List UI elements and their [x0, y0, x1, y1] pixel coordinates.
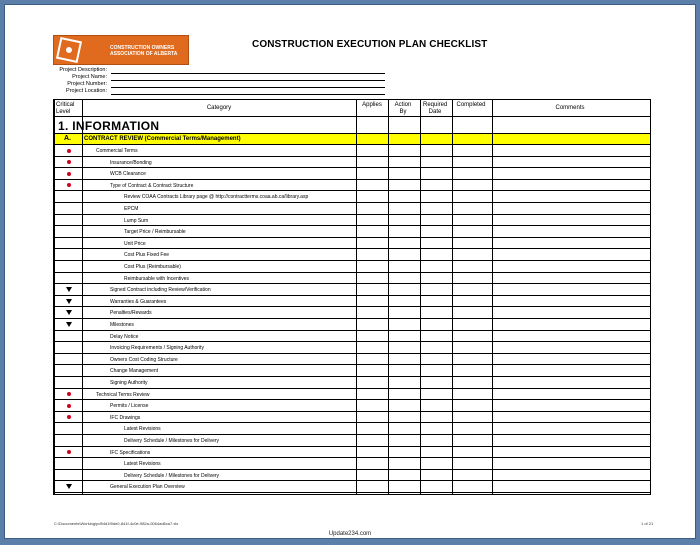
meta-label: Project Number:	[67, 81, 107, 87]
coaa-logo-mark-icon	[56, 37, 82, 63]
row-category-text: Type of Contract & Contract Structure	[110, 182, 194, 189]
triangle-down-icon	[66, 322, 72, 327]
col-critical-level: Critical Level	[56, 102, 75, 115]
row-category-text: Cost Plus (Reimbursable)	[124, 264, 181, 270]
triangle-down-icon	[66, 287, 72, 292]
section-heading: 1. INFORMATION	[58, 119, 160, 133]
subsection-letter: A.	[64, 135, 71, 142]
checklist-page	[4, 4, 696, 539]
row-category-text: Delay Notice	[110, 333, 139, 340]
subsection-title: CONTRACT REVIEW (Commercial Terms/Management)	[84, 136, 241, 142]
meta-label: Project Location:	[66, 88, 107, 94]
col-divider	[54, 100, 55, 494]
table-row[interactable]	[54, 331, 650, 343]
col-divider	[388, 100, 389, 494]
row-category-text: Technical Terms Review	[96, 391, 150, 398]
coaa-logo	[53, 35, 189, 65]
row-category-text: Penalties/Rewards	[110, 310, 152, 317]
row-category-text: Signed Contract including Review/Verification	[110, 287, 211, 294]
row-category-text: Review COAA Contracts Library page @ http://contractterms.coaa.ab.ca/library.asp	[124, 194, 309, 201]
row-category-text: Owners Cost Coding Structure	[110, 356, 178, 363]
row-category-text: Lump Sum	[124, 217, 149, 224]
critical-dot-icon	[67, 149, 71, 153]
triangle-down-icon	[66, 484, 72, 489]
col-divider	[356, 100, 357, 494]
row-category-text: Cost Plus Fixed Fee	[124, 252, 170, 259]
footer-file-path: C:\Documents\Working\pdf\4d1f9de0-841f-4c0e-982a-0064ad6ca7.xls	[54, 521, 179, 526]
document-title: CONSTRUCTION EXECUTION PLAN CHECKLIST	[252, 39, 488, 50]
row-category-text: Delivery Schedule / Milestones for Delivery	[124, 438, 220, 444]
col-comments: Comments	[555, 105, 585, 111]
logo-text: CONSTRUCTION OWNERS ASSOCIATION OF ALBERTA	[110, 45, 178, 57]
col-divider	[492, 100, 493, 494]
col-divider	[82, 100, 83, 494]
row-category-text: Signing Authority	[110, 380, 148, 386]
row-category-text: Reimbursable with Incentives	[124, 275, 190, 282]
meta-label: Project Name:	[72, 74, 107, 80]
meta-label: Project Description:	[59, 67, 107, 73]
col-applies: Applies	[362, 102, 382, 108]
table-row[interactable]	[54, 203, 650, 215]
table-row[interactable]	[54, 319, 650, 331]
row-category-text: Change Management	[110, 368, 159, 375]
row-category-text: Warranties & Guarantees	[110, 298, 167, 305]
row-category-text: Latest Revisions	[124, 461, 161, 468]
subsection-bar	[54, 134, 650, 145]
checklist-table	[53, 99, 651, 495]
section-row	[54, 117, 650, 134]
footer-page-number: 1 of 21	[641, 521, 654, 526]
meta-underline[interactable]	[111, 94, 385, 95]
col-action-by: Action By	[394, 102, 412, 115]
row-category-text: WCB Clearance	[110, 171, 146, 178]
row-category-text: Commercial Terms	[96, 148, 138, 154]
col-completed: Completed	[456, 102, 486, 108]
critical-dot-icon	[67, 172, 71, 176]
table-row[interactable]	[54, 412, 650, 424]
col-divider	[452, 100, 453, 494]
row-category-text: Insurance/Bonding	[110, 159, 152, 166]
row-category-text: Delivery Schedule / Milestones for Delivery	[124, 472, 220, 479]
row-category-text: Permits / License	[110, 403, 149, 410]
triangle-down-icon	[66, 310, 72, 315]
row-category-text: IFC Specifications	[110, 449, 151, 456]
meta-project-location	[45, 88, 385, 96]
row-category-text: Latest Revisions	[124, 426, 161, 433]
row-category-text: Invoicing Requirements / Signing Authority	[110, 345, 204, 352]
critical-dot-icon	[67, 404, 71, 408]
footer-site: Update234.com	[328, 531, 372, 537]
triangle-down-icon	[66, 299, 72, 304]
row-category-text: General Execution Plan Overview	[110, 484, 185, 491]
col-required-date: Required Date	[423, 102, 448, 115]
col-category: Category	[206, 105, 232, 111]
row-category-text: Target Price / Reimbursable	[124, 229, 186, 236]
col-divider	[420, 100, 421, 494]
row-category-text: Unit Price	[124, 240, 146, 247]
table-row[interactable]	[54, 145, 650, 157]
row-category-text: EPCM	[124, 206, 139, 212]
row-category-text: IFC Drawings	[110, 414, 141, 421]
row-category-text: Milestones	[110, 322, 134, 328]
